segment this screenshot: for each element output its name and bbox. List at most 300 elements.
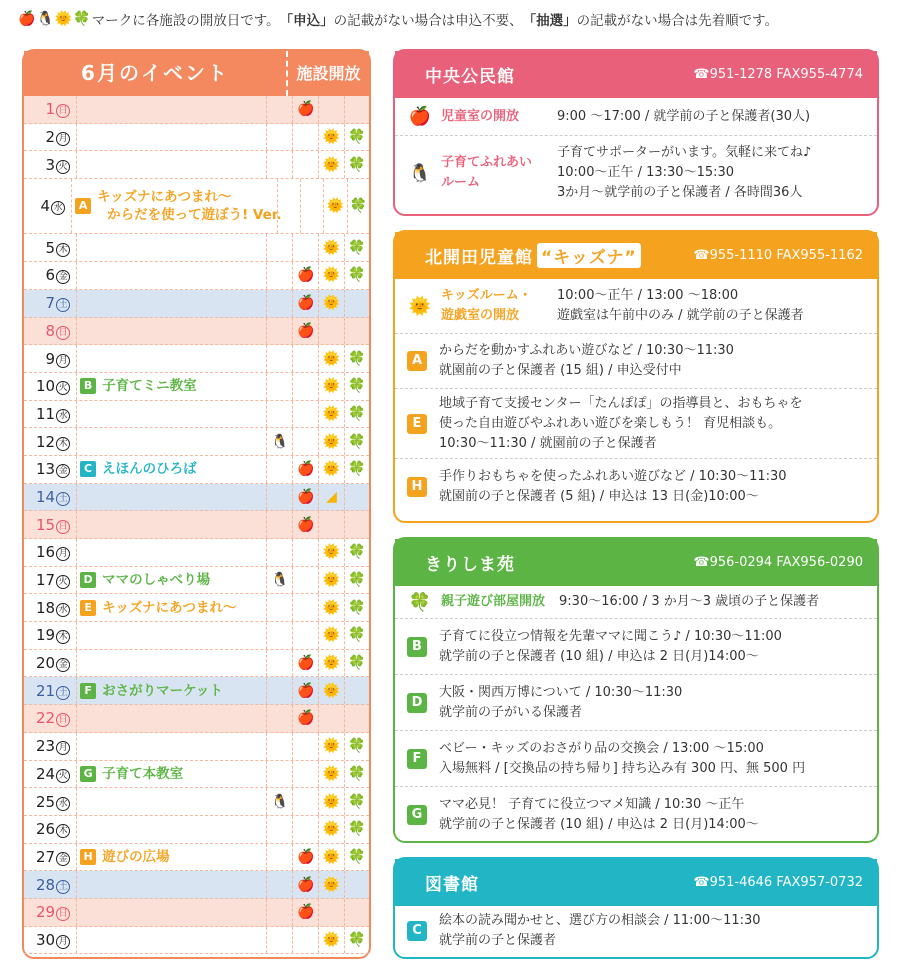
event-tag-a: A (75, 198, 91, 214)
panel-phone: ☎955-1110 FAX955-1162 (693, 248, 863, 263)
calendar-row-25 (24, 788, 369, 816)
event-cell (76, 96, 266, 123)
calendar-row-9 (24, 345, 369, 373)
open-cell (292, 705, 318, 732)
calendar-row-5 (24, 234, 369, 262)
clover-icon: 🍀 (348, 267, 366, 284)
open-cell (318, 428, 344, 455)
event-cell (76, 899, 266, 926)
open-cell (266, 151, 292, 178)
sun-icon: 🌞 (322, 544, 341, 561)
event-title-line: キッズナにあつまれ〜 (97, 189, 232, 206)
date-cell (24, 793, 76, 811)
sun-icon: 🌞 (322, 627, 341, 644)
open-cell (318, 899, 344, 926)
date-cell (24, 128, 76, 146)
day-number: 5 (45, 238, 56, 257)
open-cell (344, 871, 369, 898)
panel-row-line: 10:00〜正午 / 13:00 〜18:00 (557, 288, 739, 303)
weekday-badge: 水 (56, 797, 70, 811)
facility-panel-1 (393, 49, 879, 216)
open-cell (344, 622, 369, 649)
facility-panel-2 (393, 230, 879, 523)
clover-icon: 🍀 (348, 821, 366, 838)
event-title-line: ママのしゃべり場 (102, 572, 211, 589)
date-cell (24, 626, 76, 644)
open-cell (318, 705, 344, 732)
open-cell (344, 844, 369, 871)
panel-row-line: 手作りおもちゃを使ったふれあい遊びなど / 10:30〜11:30 (439, 468, 787, 484)
panel-tag-d: D (407, 693, 427, 713)
open-cell (292, 733, 318, 760)
panel-row-label: 子育てふれあい ルーム (441, 155, 533, 190)
date-cell (24, 709, 76, 727)
panel-row-line: 入場無料 / [交換品の持ち帰り] 持ち込み有 300 円、無 500 円 (439, 760, 806, 776)
calendar-row-12 (24, 428, 369, 456)
apple-icon: 🍎 (296, 655, 315, 672)
calendar-row-16 (24, 539, 369, 567)
day-number: 3 (45, 155, 56, 174)
calendar-row-4 (24, 179, 369, 234)
day-number: 29 (36, 903, 56, 922)
open-cell (292, 761, 318, 788)
date-cell (24, 765, 76, 783)
date-cell (24, 405, 76, 423)
clover-icon: 🍀 (348, 156, 366, 173)
open-cell (344, 345, 369, 372)
open-cell (318, 927, 344, 954)
open-cell (292, 594, 318, 621)
panel-tag-a: A (407, 351, 427, 371)
calendar-row-26 (24, 816, 369, 844)
open-cell (300, 179, 323, 233)
day-number: 24 (36, 764, 56, 783)
sun-icon: 🌞 (408, 295, 432, 317)
calendar-row-14 (24, 484, 369, 512)
panel-phone: ☎956-0294 FAX956-0290 (693, 555, 863, 570)
panel-row-text (439, 341, 734, 381)
calendar-row-6 (24, 262, 369, 290)
day-number: 22 (36, 709, 56, 728)
open-cell (292, 124, 318, 151)
panel-row (395, 334, 877, 389)
open-cell (318, 151, 344, 178)
open-cell (292, 290, 318, 317)
open-cell (344, 594, 369, 621)
panel-row-line: 10:30〜11:30 / 就園前の子と保護者 (439, 435, 657, 451)
open-cell (292, 484, 318, 511)
event-title (102, 599, 236, 617)
event-cell (76, 428, 266, 455)
open-cell (344, 927, 369, 954)
event-tag-d: D (80, 572, 96, 588)
apple-icon: 🍎 (18, 11, 36, 27)
date-cell (24, 294, 76, 312)
calendar-row-10 (24, 373, 369, 401)
panel-tag-f: F (407, 749, 427, 769)
calendar-row-1 (24, 96, 369, 124)
open-cell (318, 761, 344, 788)
calendar-row-22 (24, 705, 369, 733)
weekday-badge: 月 (56, 132, 70, 146)
facility-open-header: 施設開放 (286, 51, 369, 96)
penguin-icon: 🐧 (271, 793, 289, 810)
open-cell (344, 290, 369, 317)
open-cell (344, 373, 369, 400)
open-cell (292, 234, 318, 261)
penguin-icon: 🐧 (36, 11, 54, 27)
event-cell (76, 290, 266, 317)
apple-icon: 🍎 (296, 101, 315, 118)
calendar-row-21 (24, 677, 369, 705)
weekday-badge: 土 (56, 298, 70, 312)
calendar-title: 6月のイベント (81, 61, 229, 85)
panel-row-line: 使った自由遊びやふれあい遊びを楽しもう！ 育児相談も。 (439, 415, 782, 431)
event-tag-e: E (80, 600, 96, 616)
open-cell (266, 373, 292, 400)
apple-icon: 🍎 (296, 876, 315, 893)
apple-icon: 🍎 (296, 488, 315, 505)
open-cell (266, 234, 292, 261)
day-number: 11 (36, 404, 56, 423)
event-cell (76, 761, 266, 788)
panel-row-text (557, 107, 810, 127)
apple-icon: 🍎 (296, 267, 315, 284)
open-cell (318, 318, 344, 345)
calendar-row-30 (24, 927, 369, 955)
day-number: 7 (45, 294, 56, 313)
day-number: 10 (36, 377, 56, 396)
open-cell (266, 844, 292, 871)
sun-icon: 🌞 (326, 198, 345, 215)
panel-phone: ☎951-4646 FAX957-0732 (693, 875, 863, 890)
open-cell (344, 484, 369, 511)
panel-row (395, 906, 877, 956)
penguin-icon: 🐧 (408, 162, 432, 184)
panel-row-line: からだを動かすふれあい遊びなど / 10:30〜11:30 (439, 343, 734, 358)
weekday-badge: 月 (56, 547, 70, 561)
panel-row-text (439, 467, 787, 507)
panel-tag-h: H (407, 477, 427, 497)
sun-icon: 🌞 (54, 11, 73, 27)
panel-row (395, 98, 877, 136)
legend (18, 8, 778, 30)
date-cell (24, 156, 76, 174)
weekday-badge: 金 (56, 658, 70, 672)
date-cell (24, 197, 71, 215)
open-cell (292, 677, 318, 704)
panel-row-line: 10:00〜正午 / 13:30〜15:30 (557, 165, 735, 180)
open-cell (318, 511, 344, 538)
open-cell (318, 816, 344, 843)
open-cell (344, 318, 369, 345)
panel-row (395, 675, 877, 731)
open-cell (266, 705, 292, 732)
panel-row-line: 就学前の子がいる保護者 (439, 704, 583, 720)
event-cell (76, 401, 266, 428)
clover-icon: 🍀 (348, 129, 366, 146)
apple-icon: 🍎 (296, 682, 315, 699)
clover-icon: 🍀 (349, 198, 368, 215)
panel-title: 中央公民館 (425, 67, 515, 87)
open-cell (292, 262, 318, 289)
event-tag-b: B (80, 378, 96, 394)
panel-row-line: 就学前の子と保護者 (10 組) / 申込は 2 日(月)14:00〜 (439, 648, 759, 664)
clover-icon: 🍀 (73, 11, 91, 27)
date-cell (24, 654, 76, 672)
open-cell (344, 677, 369, 704)
open-cell (344, 262, 369, 289)
open-cell (266, 539, 292, 566)
panel-row (395, 731, 877, 787)
facility-panel-3 (393, 537, 879, 843)
weekday-badge: 日 (56, 713, 70, 727)
date-cell (24, 543, 76, 561)
weekday-badge: 金 (56, 464, 70, 478)
event-cell (76, 677, 266, 704)
panel-row-line: 就園前の子と保護者 (15 組) / 申込受付中 (439, 363, 682, 378)
open-cell (292, 650, 318, 677)
sun-icon: 🌞 (322, 405, 341, 422)
calendar-rows (24, 96, 369, 954)
legend-text-2: の記載がない場合は申込不要、 (333, 13, 523, 29)
day-number: 28 (36, 875, 56, 894)
panel-row-line: 子育てに役立つ情報を先輩ママに聞こう♪ / 10:30〜11:00 (439, 628, 782, 644)
date-cell (24, 266, 76, 284)
calendar-row-18 (24, 594, 369, 622)
calendar-row-7 (24, 290, 369, 318)
open-cell (266, 816, 292, 843)
date-cell (24, 931, 76, 949)
legend-keyword-apply: 「申込」 (279, 13, 334, 29)
event-cell (76, 456, 266, 483)
panel-header (395, 539, 877, 586)
weekday-badge: 日 (56, 907, 70, 921)
day-number: 21 (36, 681, 56, 700)
calendar-row-17 (24, 567, 369, 595)
date-cell (24, 737, 76, 755)
clover-icon: 🍀 (348, 544, 366, 561)
date-cell (24, 516, 76, 534)
open-cell (292, 373, 318, 400)
clover-icon: 🍀 (348, 239, 366, 256)
sun-icon: 🌞 (322, 738, 341, 755)
panel-row-line: ベビー・キッズのおさがり品の交換会 / 13:00 〜15:00 (439, 740, 764, 756)
open-cell (344, 761, 369, 788)
panel-header (395, 859, 877, 906)
open-cell (266, 594, 292, 621)
event-title (97, 188, 282, 224)
legend-keyword-lottery: 「抽選」 (522, 13, 577, 29)
date-cell (24, 377, 76, 395)
clover-icon: 🍀 (348, 433, 366, 450)
event-cell (76, 234, 266, 261)
event-cell (76, 124, 266, 151)
penguin-icon: 🐧 (271, 433, 289, 450)
sun-icon: 🌞 (322, 572, 341, 589)
clover-icon: 🍀 (348, 655, 366, 672)
clover-icon: 🍀 (348, 599, 366, 616)
apple-icon: 🍎 (296, 710, 315, 727)
sun-icon: 🌞 (322, 682, 341, 699)
weekday-badge: 日 (56, 326, 70, 340)
date-cell (24, 599, 76, 617)
event-cell (76, 567, 266, 594)
day-number: 8 (45, 321, 56, 340)
panel-row-label: 児童室の開放 (441, 108, 520, 124)
open-cell (318, 677, 344, 704)
sun-icon: 🌞 (322, 655, 341, 672)
panel-header (395, 232, 877, 279)
clover-icon: 🍀 (348, 765, 366, 782)
event-tag-c: C (80, 461, 96, 477)
clover-icon: 🍀 (348, 405, 366, 422)
open-cell (266, 124, 292, 151)
weekday-badge: 木 (56, 630, 70, 644)
open-cell (292, 345, 318, 372)
open-cell (344, 816, 369, 843)
open-cell (292, 428, 318, 455)
open-cell (344, 234, 369, 261)
panel-row-line: 絵本の読み聞かせと、選び方の相談会 / 11:00〜11:30 (439, 913, 761, 928)
event-title (102, 848, 170, 866)
weekday-badge: 日 (56, 520, 70, 534)
date-cell (24, 682, 76, 700)
event-cell (76, 871, 266, 898)
panel-row-line: 就園前の子と保護者 (5 組) / 申込は 13 日(金)10:00〜 (439, 488, 759, 504)
open-cell (266, 511, 292, 538)
calendar-row-3 (24, 151, 369, 179)
sun-icon: 🌞 (322, 765, 341, 782)
weekday-badge: 木 (56, 437, 70, 451)
event-title-line: からだを使って遊ぼう! Ver. (107, 207, 282, 224)
weekday-badge: 日 (56, 104, 70, 118)
event-tag-h: H (80, 849, 96, 865)
clover-icon: 🍀 (348, 931, 366, 948)
day-number: 20 (36, 654, 56, 673)
panel-row-text (439, 683, 682, 723)
open-cell (318, 871, 344, 898)
day-number: 6 (45, 266, 56, 285)
open-cell (344, 151, 369, 178)
panel-row (395, 787, 877, 843)
date-cell (24, 350, 76, 368)
open-cell (266, 733, 292, 760)
sun-icon: 🌞 (322, 876, 341, 893)
apple-icon: 🍎 (296, 322, 315, 339)
weekday-badge: 土 (56, 686, 70, 700)
event-cell (76, 262, 266, 289)
event-cell (76, 788, 266, 815)
event-cell (76, 345, 266, 372)
event-title-line: おさがりマーケット (102, 682, 223, 699)
legend-icons (18, 11, 92, 27)
date-cell (24, 820, 76, 838)
event-cell (76, 594, 266, 621)
open-cell (266, 484, 292, 511)
panel-row-line: 就学前の子と保護者 (10 組) / 申込は 2 日(月)14:00〜 (439, 817, 759, 832)
panel-tag-c: C (407, 921, 427, 941)
day-number: 13 (36, 460, 56, 479)
panel-title: きりしま苑 (425, 555, 515, 575)
weekday-badge: 土 (56, 880, 70, 894)
weekday-badge: 月 (56, 741, 70, 755)
open-cell (347, 179, 369, 233)
day-number: 18 (36, 598, 56, 617)
apple-icon: 🍎 (296, 848, 315, 865)
panel-title: 図書館 (425, 875, 479, 895)
calendar-row-28 (24, 871, 369, 899)
date-cell (24, 460, 76, 478)
event-cell (76, 844, 266, 871)
sun-icon: 🌞 (322, 239, 341, 256)
date-cell (24, 571, 76, 589)
open-cell (318, 567, 344, 594)
sun-icon: 🌞 (322, 156, 341, 173)
panel-row (395, 279, 877, 334)
event-title-line: 子育て本教室 (102, 765, 184, 782)
open-cell (292, 151, 318, 178)
event-cell (76, 484, 266, 511)
day-number: 26 (36, 820, 56, 839)
event-cell (76, 650, 266, 677)
open-cell (292, 401, 318, 428)
open-cell (318, 539, 344, 566)
event-title-line: えほんのひろば (102, 461, 197, 478)
sun-icon: 🌞 (322, 433, 341, 450)
weekday-badge: 水 (56, 409, 70, 423)
open-cell (344, 650, 369, 677)
open-cell (344, 401, 369, 428)
panel-row-text (439, 911, 761, 951)
panel-row-line: 3か月〜就学前の子と保護者 / 各時間36人 (557, 185, 803, 200)
day-number: 16 (36, 543, 56, 562)
panel-row-line: 9:00 〜17:00 / 就学前の子と保護者(30人) (557, 108, 811, 124)
event-cell (76, 622, 266, 649)
panel-row (395, 619, 877, 675)
event-cell (71, 179, 282, 233)
calendar-row-8 (24, 318, 369, 346)
sun-icon: 🌞 (322, 793, 341, 810)
open-cell (318, 650, 344, 677)
sun-icon: 🌞 (322, 350, 341, 367)
weekday-badge: 火 (56, 769, 70, 783)
day-number: 17 (36, 571, 56, 590)
event-cell (76, 927, 266, 954)
open-cell (344, 788, 369, 815)
open-cell (266, 622, 292, 649)
open-cell (344, 733, 369, 760)
weekday-badge: 水 (56, 603, 70, 617)
open-cell (344, 511, 369, 538)
open-cell (344, 705, 369, 732)
sun-icon: 🌞 (322, 129, 341, 146)
panel-row-label: キッズルーム・ 遊戯室の開放 (441, 288, 532, 323)
panel-row-line: 大阪・関西万博について / 10:30〜11:30 (439, 684, 683, 700)
open-cell (344, 567, 369, 594)
calendar-row-13 (24, 456, 369, 484)
apple-icon: 🍎 (296, 516, 315, 533)
open-cell (318, 844, 344, 871)
panel-subtitle: “キッズナ” (537, 243, 641, 268)
panel-row-line: 遊戯室は午前中のみ / 就学前の子と保護者 (557, 308, 804, 323)
calendar-row-2 (24, 124, 369, 152)
open-cell (292, 622, 318, 649)
weekday-badge: 木 (56, 243, 70, 257)
open-cell (292, 844, 318, 871)
panel-row-line: ママ必見！ 子育てに役立つマメ知識 / 10:30 〜正午 (439, 797, 745, 812)
panel-tag-g: G (407, 805, 427, 825)
